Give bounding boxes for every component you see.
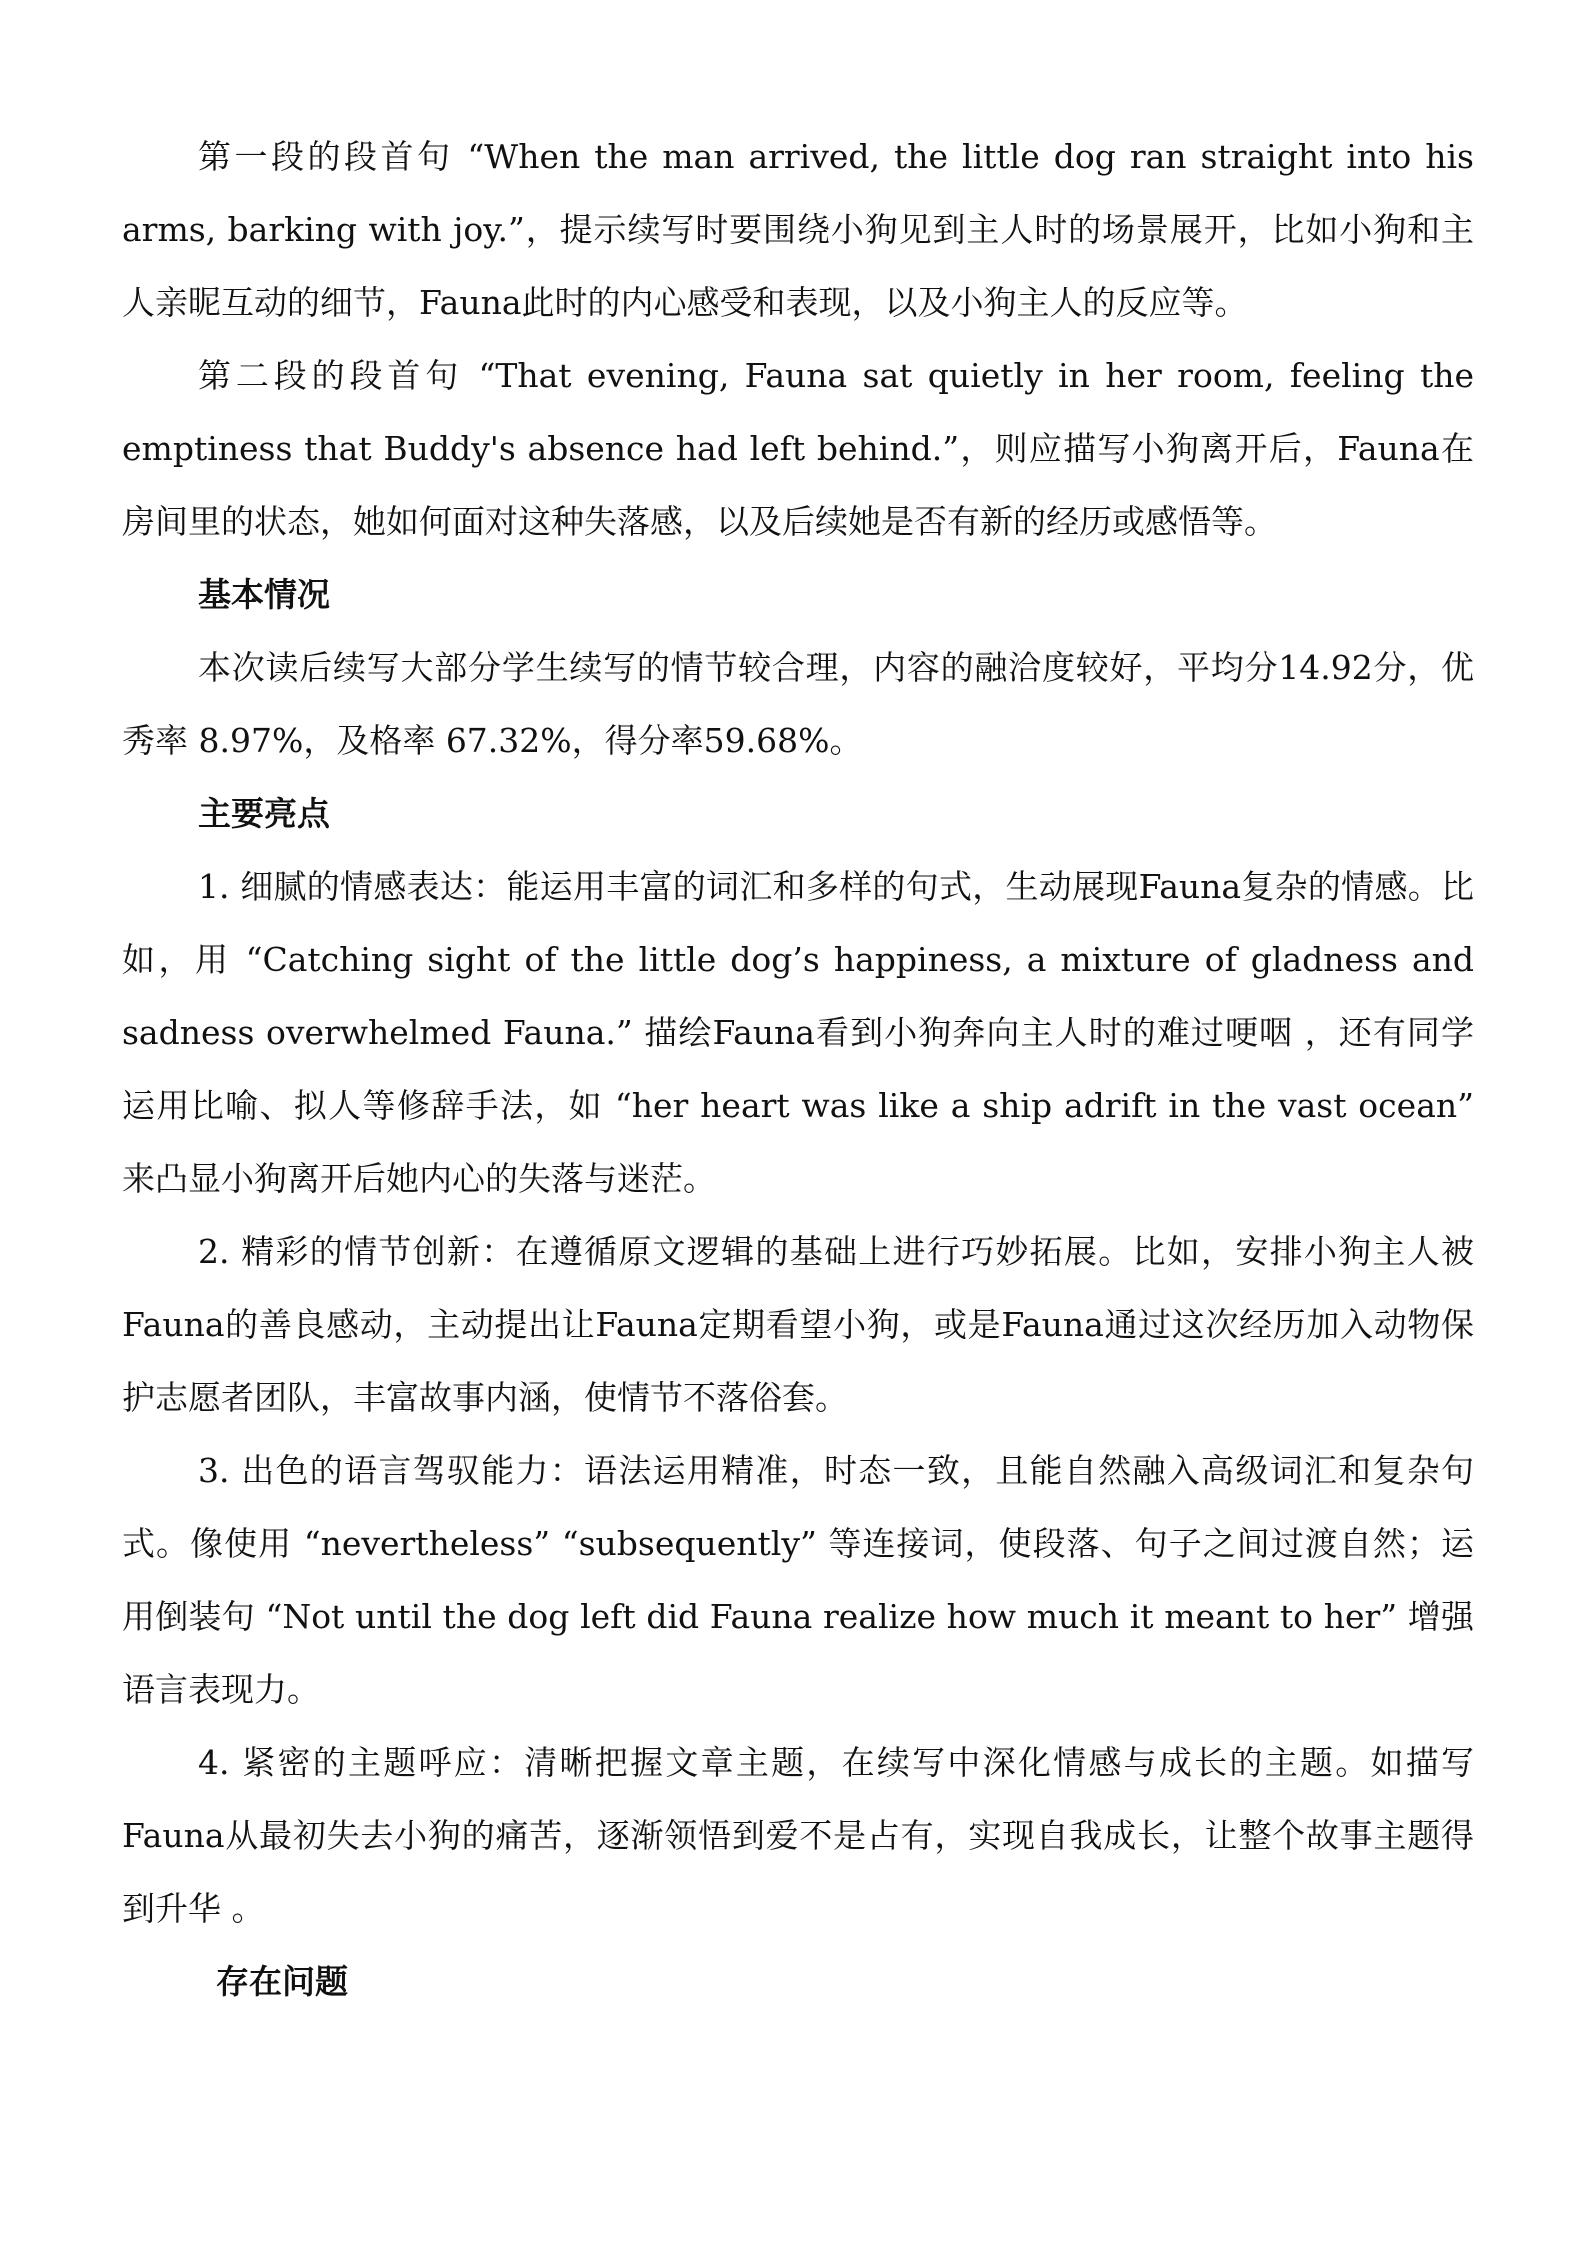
heading-basic-situation: 基本情况: [198, 575, 330, 614]
highlight-point-2: 2. 精彩的情节创新：在遵循原文逻辑的基础上进行巧妙拓展。比如，安排小狗主人被Fauna的善良感动，主动提出让Fauna定期看望小狗，或是Fauna通过这次经历加入动物保护志愿者团队，丰富故事内涵，使情节不落俗套。: [122, 1232, 1474, 1417]
document-page: [122, 120, 1474, 2018]
paragraph-basic-situation: 本次读后续写大部分学生续写的情节较合理，内容的融洽度较好，平均分14.92分，优秀率 8.97%，及格率 67.32%，得分率59.68%。: [122, 648, 1474, 760]
highlight-point-1: 1. 细腻的情感表达：能运用丰富的词汇和多样的句式，生动展现Fauna复杂的情感。比如，用 “Catching sight of the little dog’s happiness, a mixture of gladness and sadness overwhelmed Fauna.” 描绘Fauna看到小狗奔向主人时的难过哽咽 ，还有同学运用比喻、拟人等修辞手法，如 “her heart was like a ship adrift in the vast ocean” 来凸显小狗离开后她内心的失落与迷茫。: [122, 867, 1474, 1198]
highlight-point-4: 4. 紧密的主题呼应：清晰把握文章主题，在续写中深化情感与成长的主题。如描写Fauna从最初失去小狗的痛苦，逐渐领悟到爱不是占有，实现自我成长，让整个故事主题得到升华 。: [122, 1743, 1474, 1928]
highlight-point-3: 3. 出色的语言驾驭能力：语法运用精准，时态一致，且能自然融入高级词汇和复杂句式。像使用 “nevertheless” “subsequently” 等连接词，使段落、句子之间过渡自然；运用倒装句 “Not until the dog left did Fauna realize how much it meant to her” 增强语言表现力。: [122, 1451, 1474, 1709]
heading-existing-problems: 存在问题: [216, 1962, 348, 2001]
paragraph-second-sentence-analysis: 第二段的段首句 “That evening, Fauna sat quietly in her room, feeling the emptiness that Buddy's absence had left behind.”，则应描写小狗离开后，Fauna在房间里的状态，她如何面对这种失落感，以及后续她是否有新的经历或感悟等。: [122, 356, 1474, 541]
paragraph-first-sentence-analysis: 第一段的段首句 “When the man arrived, the little dog ran straight into his arms, barking with joy.”，提示续写时要围绕小狗见到主人时的场景展开，比如小狗和主人亲昵互动的细节，Fauna此时的内心感受和表现，以及小狗主人的反应等。: [122, 137, 1474, 322]
heading-main-highlights: 主要亮点: [198, 794, 330, 833]
